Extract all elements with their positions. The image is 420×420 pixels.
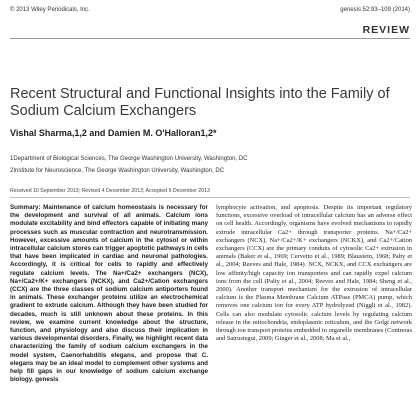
affiliation-2: 2Institute for Neuroscience, The George Washington University, Washington, DC xyxy=(10,168,225,174)
article-title: Recent Structural and Functional Insights into the Family of Sodium Calcium Exchangers xyxy=(10,86,390,119)
header-divider xyxy=(10,38,410,39)
affiliation-1: 1Department of Biological Sciences, The George Washington University, Washington, DC xyxy=(10,156,248,162)
body-column xyxy=(216,204,412,416)
received-dates: Received 10 September 2013; Revised 4 December 2013; Accepted 6 December 2013 xyxy=(10,188,210,194)
article-authors: Vishal Sharma,1,2 and Damien M. O'Halloran1,2* xyxy=(10,128,217,138)
abstract-column xyxy=(10,204,208,416)
abstract-summary: Summary: Maintenance of calcium homeostasis is necessary for the development and survival of all animals. Calcium ions modulate excitability and bind effectors capable of initiating many processes such as muscular contraction and neurotransmission. However, excessive amounts of calcium in the cytosol or within intracellular calcium stores can trigger apoptotic pathways in cells that have been implicated in cardiac and neuronal pathologies. Accordingly, it is critical for cells to rapidly and effectively regulate calcium levels. The Na+/Ca2+ exchangers (NCX), Na+/Ca2+/K+ exchangers (NCKX), and Ca2+/Cation exchangers (CCX) are the three classes of sodium calcium antiporters found in animals. These exchanger proteins utilize an electrochemical gradient to extrude calcium. Although they have been studied for decades, much is still unknown about these proteins. In this review, we examine current knowledge about the structure, function, and physiology and also discuss their implication in various developmental disorders. Finally, we highlight recent data characterizing the family of sodium calcium exchangers in the model system, Caenorhabditis elegans, and propose that C. elegans may be an ideal model to complement other systems and help fill gaps in our knowledge of sodium calcium exchange biology. genesis xyxy=(10,204,208,384)
copyright-notice: © 2013 Wiley Periodicals, Inc. xyxy=(10,7,90,13)
section-label: REVIEW xyxy=(362,24,410,36)
body-paragraph: lymphocyte activation, and apoptosis. Despite its important regulatory functions, excessive overload of intracellular calcium has an adverse effect on cell health. Accordingly, organisms have evolved mechanisms to rapidly extrude intracellular Ca2+ through transporter proteins. Na+/Ca2+ exchangers (NCX), Na+/Ca2+/K+ exchangers (NCKX), and Ca2+/Cation exchangers (CCX) are the primary conduits of cytosolic Ca2+ extrusion in animals (Baker et al., 1969; Cervetto et al., 1989; Blaustein, 1968; Palty et al., 2004; Reeves and Hale, 1984). NCX, NCKX, and CCX exchangers are low affinity/high capacity ion transporters and can rapidly expel calcium ions from the cell (Palty et al., 2004; Reeves and Hale, 1984; Sheng et al., 2000). Another transport mechanism for the extrusion of intracellular calcium is the Plasma Membrane Calcium ATPase (PMCA) pump, which removes one calcium ion for every ATP hydrolyzed (Niggli et al., 1982). Cells can also modulate cytosolic calcium levels by regulating calcium release in the mitochondria, endoplasmic reticulum, and the Golgi network through ion transport proteins embedded in organelle membranes (Contreras and Satrustegui, 2009; Ginger et al., 2008; Ma et al., xyxy=(216,204,412,343)
journal-reference: genesis 52:93–109 (2014) xyxy=(340,7,410,13)
abstract-divider xyxy=(10,197,410,198)
